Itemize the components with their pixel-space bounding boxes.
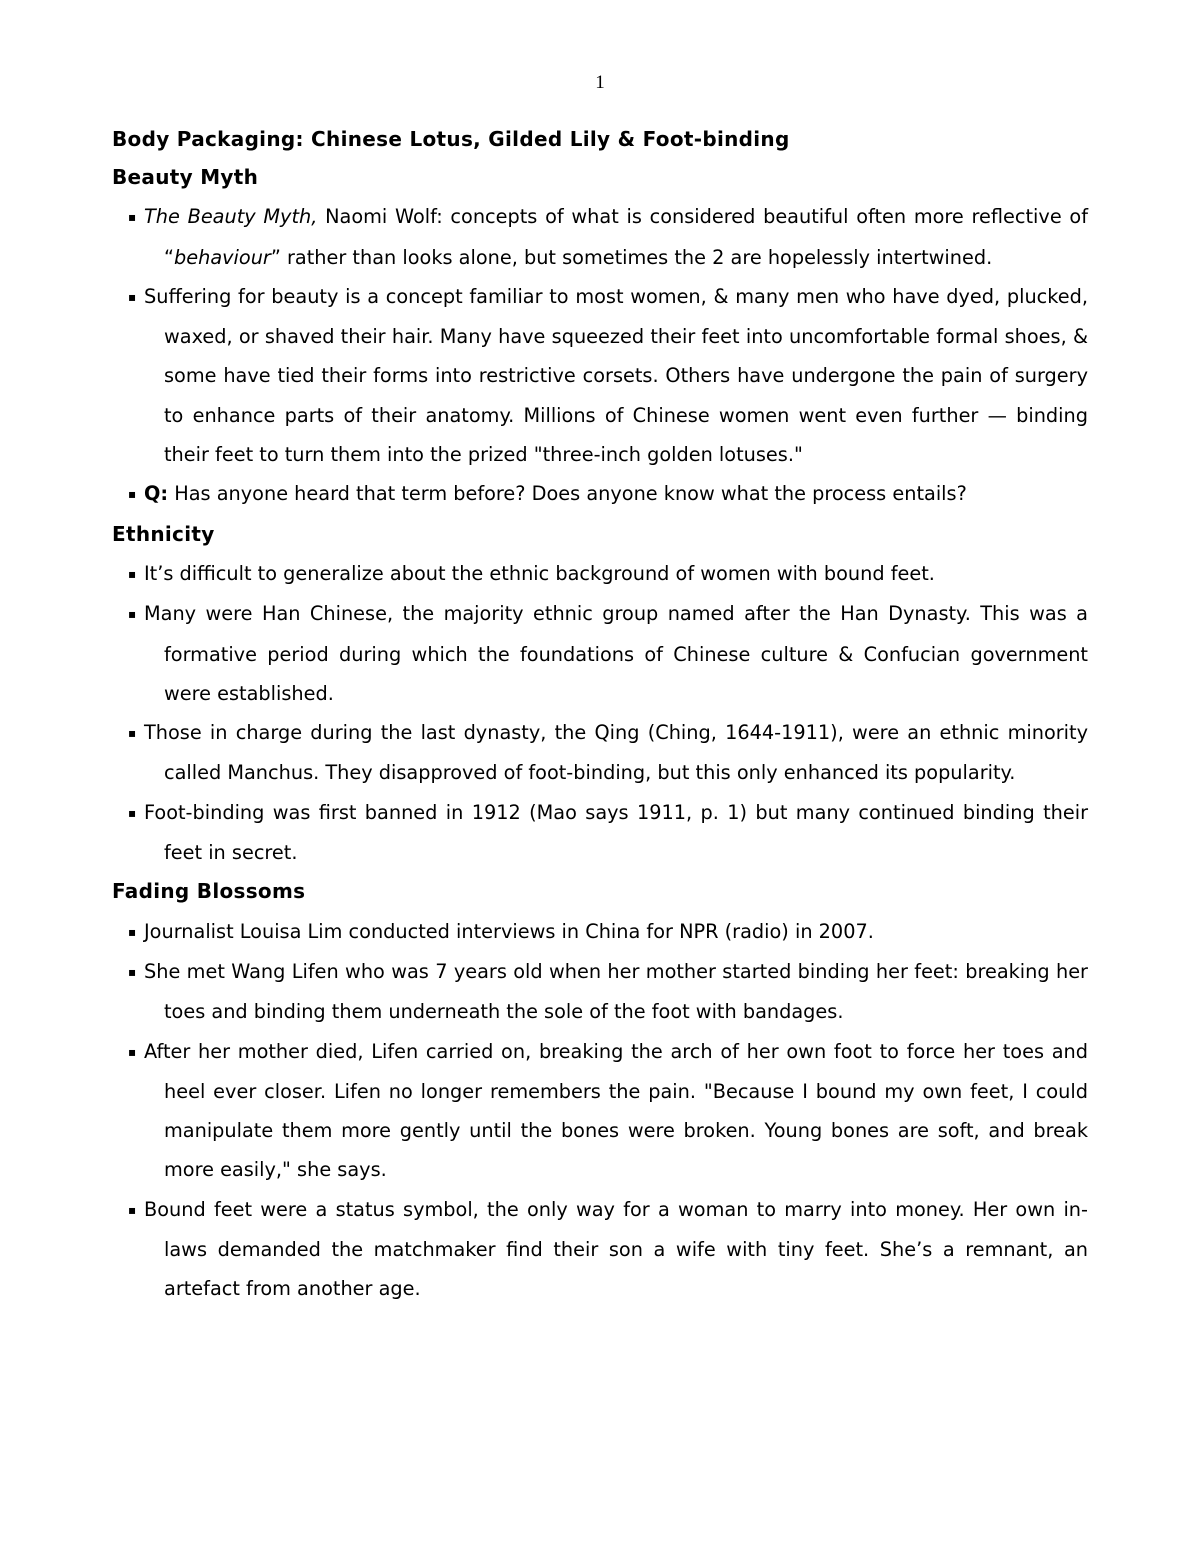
bullet-icon: ▪ <box>128 924 137 939</box>
bullet-icon: ▪ <box>128 1044 137 1059</box>
item-text: It’s difficult to generalize about the ethnic background of women with bound feet. <box>144 561 935 585</box>
item-text: Suffering for beauty is a concept familiar to most women, & many men who have dyed, plucked, waxed, or shaved their hair. Many have squeezed their feet into uncomfortable formal shoes, & some have tied their forms into restrictive corsets. Others have undergone the pain of surgery to enhance parts of their anatomy. Millions of Chinese women went even further — binding their feet to turn them into the prized "three-inch golden lotuses." <box>144 284 1088 467</box>
bullet-icon: ▪ <box>128 210 137 225</box>
list-item <box>112 713 1088 793</box>
list-item <box>112 197 1088 277</box>
item-text: After her mother died, Lifen carried on, breaking the arch of her own foot to force her toes and heel ever closer. Lifen no longer remembers the pain. "Because I bound my own feet, I could manipulate them more gently until the bones were broken. Young bones are soft, and break more easily," she says. <box>144 1039 1088 1182</box>
bullet-icon: ▪ <box>128 964 137 979</box>
section-heading-ethnicity: Ethnicity <box>112 521 215 546</box>
beauty-myth-list <box>112 197 1088 514</box>
bullet-icon: ▪ <box>128 1202 137 1217</box>
book-title: The Beauty Myth, <box>144 205 318 229</box>
item-text: Naomi Wolf: concepts of what is considered beautiful often more reflective of “ <box>164 205 1088 269</box>
list-item <box>112 554 1088 594</box>
emphasis-text: behaviour <box>174 245 271 269</box>
item-text: She met Wang Lifen who was 7 years old when her mother started binding her feet: breaking her toes and binding them underneath the sole of the foot with bandages. <box>144 959 1088 1024</box>
bullet-icon: ▪ <box>128 289 137 304</box>
bullet-icon: ▪ <box>128 566 137 581</box>
list-item <box>112 594 1088 713</box>
item-text: Many were Han Chinese, the majority ethnic group named after the Han Dynasty. This was a formative period during which the foundations of Chinese culture & Confucian government were established. <box>144 602 1088 705</box>
item-text: ” rather than looks alone, but sometimes the 2 are hopelessly intertwined. <box>270 245 993 269</box>
item-text: Foot-binding was first banned in 1912 (Mao says 1911, p. 1) but many continued binding their feet in secret. <box>144 800 1088 865</box>
bullet-icon: ▪ <box>128 805 137 820</box>
list-item <box>112 793 1088 873</box>
section-heading-beauty-myth: Beauty Myth <box>112 165 259 189</box>
list-item <box>112 912 1088 952</box>
bullet-icon: ▪ <box>128 607 137 622</box>
list-item <box>112 474 1088 514</box>
list-item <box>112 1032 1088 1190</box>
item-text: Journalist Louisa Lim conducted interviews in China for NPR (radio) in 2007. <box>144 919 874 943</box>
page-number: 1 <box>595 72 605 93</box>
item-text: Those in charge during the last dynasty, the Qing (Ching, 1644-1911), were an ethnic minority called Manchus. They disapproved of foot-binding, but this only enhanced its popularity. <box>144 721 1088 785</box>
list-item <box>112 1190 1088 1309</box>
fading-blossoms-list <box>112 912 1088 1309</box>
bullet-icon: ▪ <box>128 726 137 741</box>
bullet-icon: ▪ <box>128 487 137 502</box>
question-label: Q: <box>144 482 169 506</box>
item-text: Has anyone heard that term before? Does anyone know what the process entails? <box>168 482 967 506</box>
item-text: Bound feet were a status symbol, the only way for a woman to marry into money. Her own in-laws demanded the matchmaker find their son a wife with tiny feet. She’s a remnant, an artefact from another age. <box>144 1197 1088 1301</box>
list-item <box>112 277 1088 474</box>
section-heading-fading-blossoms: Fading Blossoms <box>112 879 306 904</box>
list-item <box>112 952 1088 1032</box>
document-body <box>112 120 1088 1309</box>
document-title: Body Packaging: Chinese Lotus, Gilded Lily & Foot-binding <box>112 127 790 151</box>
ethnicity-list <box>112 554 1088 872</box>
